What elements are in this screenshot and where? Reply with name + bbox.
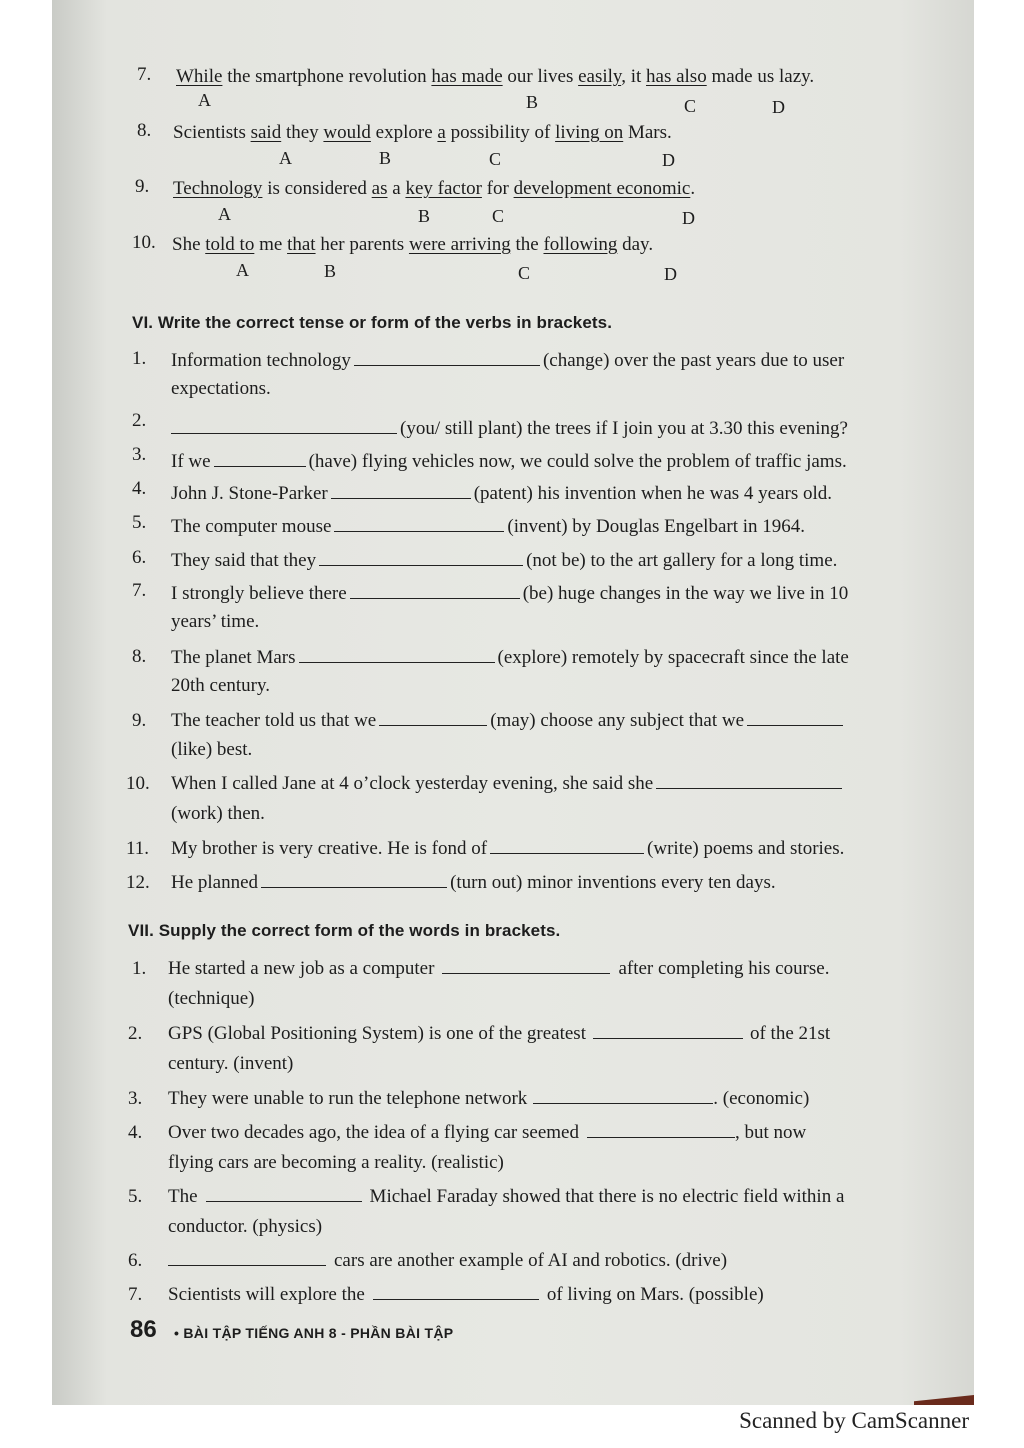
question-text: They said that they (not be) to the art gallery for a long time. — [171, 550, 838, 571]
question-number: 5. — [128, 1186, 143, 1207]
question-text-cont: (like) best. — [171, 739, 253, 760]
option-d: D — [662, 150, 675, 170]
question-number: 7. — [128, 1284, 143, 1305]
question-text: John J. Stone-Parker (patent) his invention when he was 4 years old. — [171, 483, 833, 504]
question-text: The planet Mars (explore) remotely by spacecraft since the late — [171, 647, 849, 668]
question-number: 1. — [132, 958, 147, 979]
question-text-cont: flying cars are becoming a reality. (realistic) — [168, 1152, 504, 1173]
question-text: Scientists said they would explore a possibility of living on Mars. — [173, 122, 672, 143]
question-number: 9. — [135, 176, 150, 197]
question-number: 7. — [132, 580, 147, 601]
question-number: 7. — [137, 64, 152, 85]
question-number: 6. — [132, 547, 147, 568]
answer-blank[interactable] — [373, 1298, 539, 1300]
page-corner — [914, 1395, 974, 1405]
question-text-cont: 20th century. — [171, 675, 271, 696]
question-text-cont: (technique) — [168, 988, 255, 1009]
question-text: She told to me that her parents were arriving the following day. — [172, 234, 654, 255]
answer-blank[interactable] — [533, 1102, 713, 1104]
question-text: He planned (turn out) minor inventions every ten days. — [171, 872, 776, 893]
question-number: 4. — [128, 1122, 143, 1143]
book-page — [52, 0, 974, 1405]
option-a: A — [279, 148, 292, 168]
question-text-cont: (work) then. — [171, 803, 265, 824]
question-number: 10. — [126, 773, 150, 794]
answer-blank[interactable] — [379, 724, 487, 726]
option-c: C — [684, 96, 697, 116]
answer-blank[interactable] — [593, 1037, 743, 1039]
question-text: GPS (Global Positioning System) is one of the greatest of the 21st — [168, 1023, 831, 1044]
option-a: A — [198, 90, 211, 110]
option-c: C — [492, 206, 505, 226]
option-b: B — [324, 261, 337, 281]
answer-blank[interactable] — [354, 364, 540, 366]
question-text-cont: century. (invent) — [168, 1053, 294, 1074]
question-number: 6. — [128, 1250, 143, 1271]
question-text: cars are another example of AI and robotics. (drive) — [168, 1250, 727, 1272]
question-text: They were unable to run the telephone network . (economic) — [168, 1088, 810, 1109]
question-text: The Michael Faraday showed that there is no electric field within a — [168, 1186, 845, 1207]
answer-blank[interactable] — [587, 1136, 735, 1138]
question-number: 4. — [132, 478, 147, 499]
option-a: A — [236, 260, 249, 280]
section-vi-heading: VI. Write the correct tense or form of the verbs in brackets. — [132, 313, 613, 332]
question-text: (you/ still plant) the trees if I join you at 3.30 this evening? — [171, 418, 848, 440]
question-number: 2. — [132, 410, 147, 431]
book-title: • BÀI TẬP TIẾNG ANH 8 - PHẦN BÀI TẬP — [174, 1325, 454, 1341]
answer-blank[interactable] — [490, 852, 644, 854]
question-text: My brother is very creative. He is fond of (write) poems and stories. — [171, 838, 845, 859]
question-text: While the smartphone revolution has made our lives easily, it has also made us lazy. — [176, 66, 815, 87]
question-text: I strongly believe there (be) huge changes in the way we live in 10 — [171, 583, 849, 604]
question-number: 1. — [132, 348, 147, 369]
question-number: 11. — [126, 838, 150, 859]
option-d: D — [682, 208, 695, 228]
answer-blank[interactable] — [442, 972, 610, 974]
question-text: Over two decades ago, the idea of a flying car seemed , but now — [168, 1122, 807, 1143]
answer-blank[interactable] — [206, 1200, 362, 1202]
question-text-cont: expectations. — [171, 378, 271, 399]
section-vii-heading: VII. Supply the correct form of the words in brackets. — [128, 921, 561, 940]
question-text: The computer mouse (invent) by Douglas Engelbart in 1964. — [171, 516, 806, 537]
question-number: 8. — [137, 120, 152, 141]
question-text: Scientists will explore the of living on Mars. (possible) — [168, 1284, 764, 1305]
question-text: The teacher told us that we (may) choose any subject that we — [171, 710, 846, 732]
answer-blank[interactable] — [656, 787, 842, 789]
option-c: C — [518, 263, 531, 283]
answer-blank[interactable] — [350, 597, 520, 599]
option-a: A — [218, 204, 231, 224]
question-number: 3. — [128, 1088, 143, 1109]
option-b: B — [379, 148, 392, 168]
answer-blank[interactable] — [334, 530, 504, 532]
question-text: Technology is considered as a key factor for development economic. — [173, 178, 696, 199]
page-number: 86 — [130, 1316, 157, 1343]
answer-blank[interactable] — [214, 465, 306, 467]
answer-blank[interactable] — [747, 724, 843, 726]
question-number: 5. — [132, 512, 147, 533]
option-d: D — [772, 97, 785, 117]
option-c: C — [489, 149, 502, 169]
question-number: 8. — [132, 646, 147, 667]
question-text-cont: conductor. (physics) — [168, 1216, 323, 1237]
option-d: D — [664, 264, 677, 284]
question-text: He started a new job as a computer after completing his course. — [168, 958, 830, 979]
question-number: 3. — [132, 444, 147, 465]
question-number: 10. — [132, 232, 156, 253]
answer-blank[interactable] — [331, 497, 471, 499]
question-text-cont: years’ time. — [171, 611, 260, 632]
answer-blank[interactable] — [319, 564, 523, 566]
question-text: When I called Jane at 4 o’clock yesterday evening, she said she — [171, 773, 845, 795]
option-b: B — [418, 206, 431, 226]
question-text: If we (have) flying vehicles now, we could solve the problem of traffic jams. — [171, 451, 847, 472]
question-number: 2. — [128, 1023, 143, 1044]
answer-blank[interactable] — [299, 661, 495, 663]
option-b: B — [526, 92, 539, 112]
question-number: 12. — [126, 872, 150, 893]
question-text: Information technology (change) over the past years due to user — [171, 350, 845, 371]
answer-blank[interactable] — [168, 1264, 326, 1266]
answer-blank[interactable] — [171, 432, 397, 434]
question-number: 9. — [132, 710, 147, 731]
scanner-watermark: Scanned by CamScanner — [739, 1408, 969, 1433]
answer-blank[interactable] — [261, 886, 447, 888]
